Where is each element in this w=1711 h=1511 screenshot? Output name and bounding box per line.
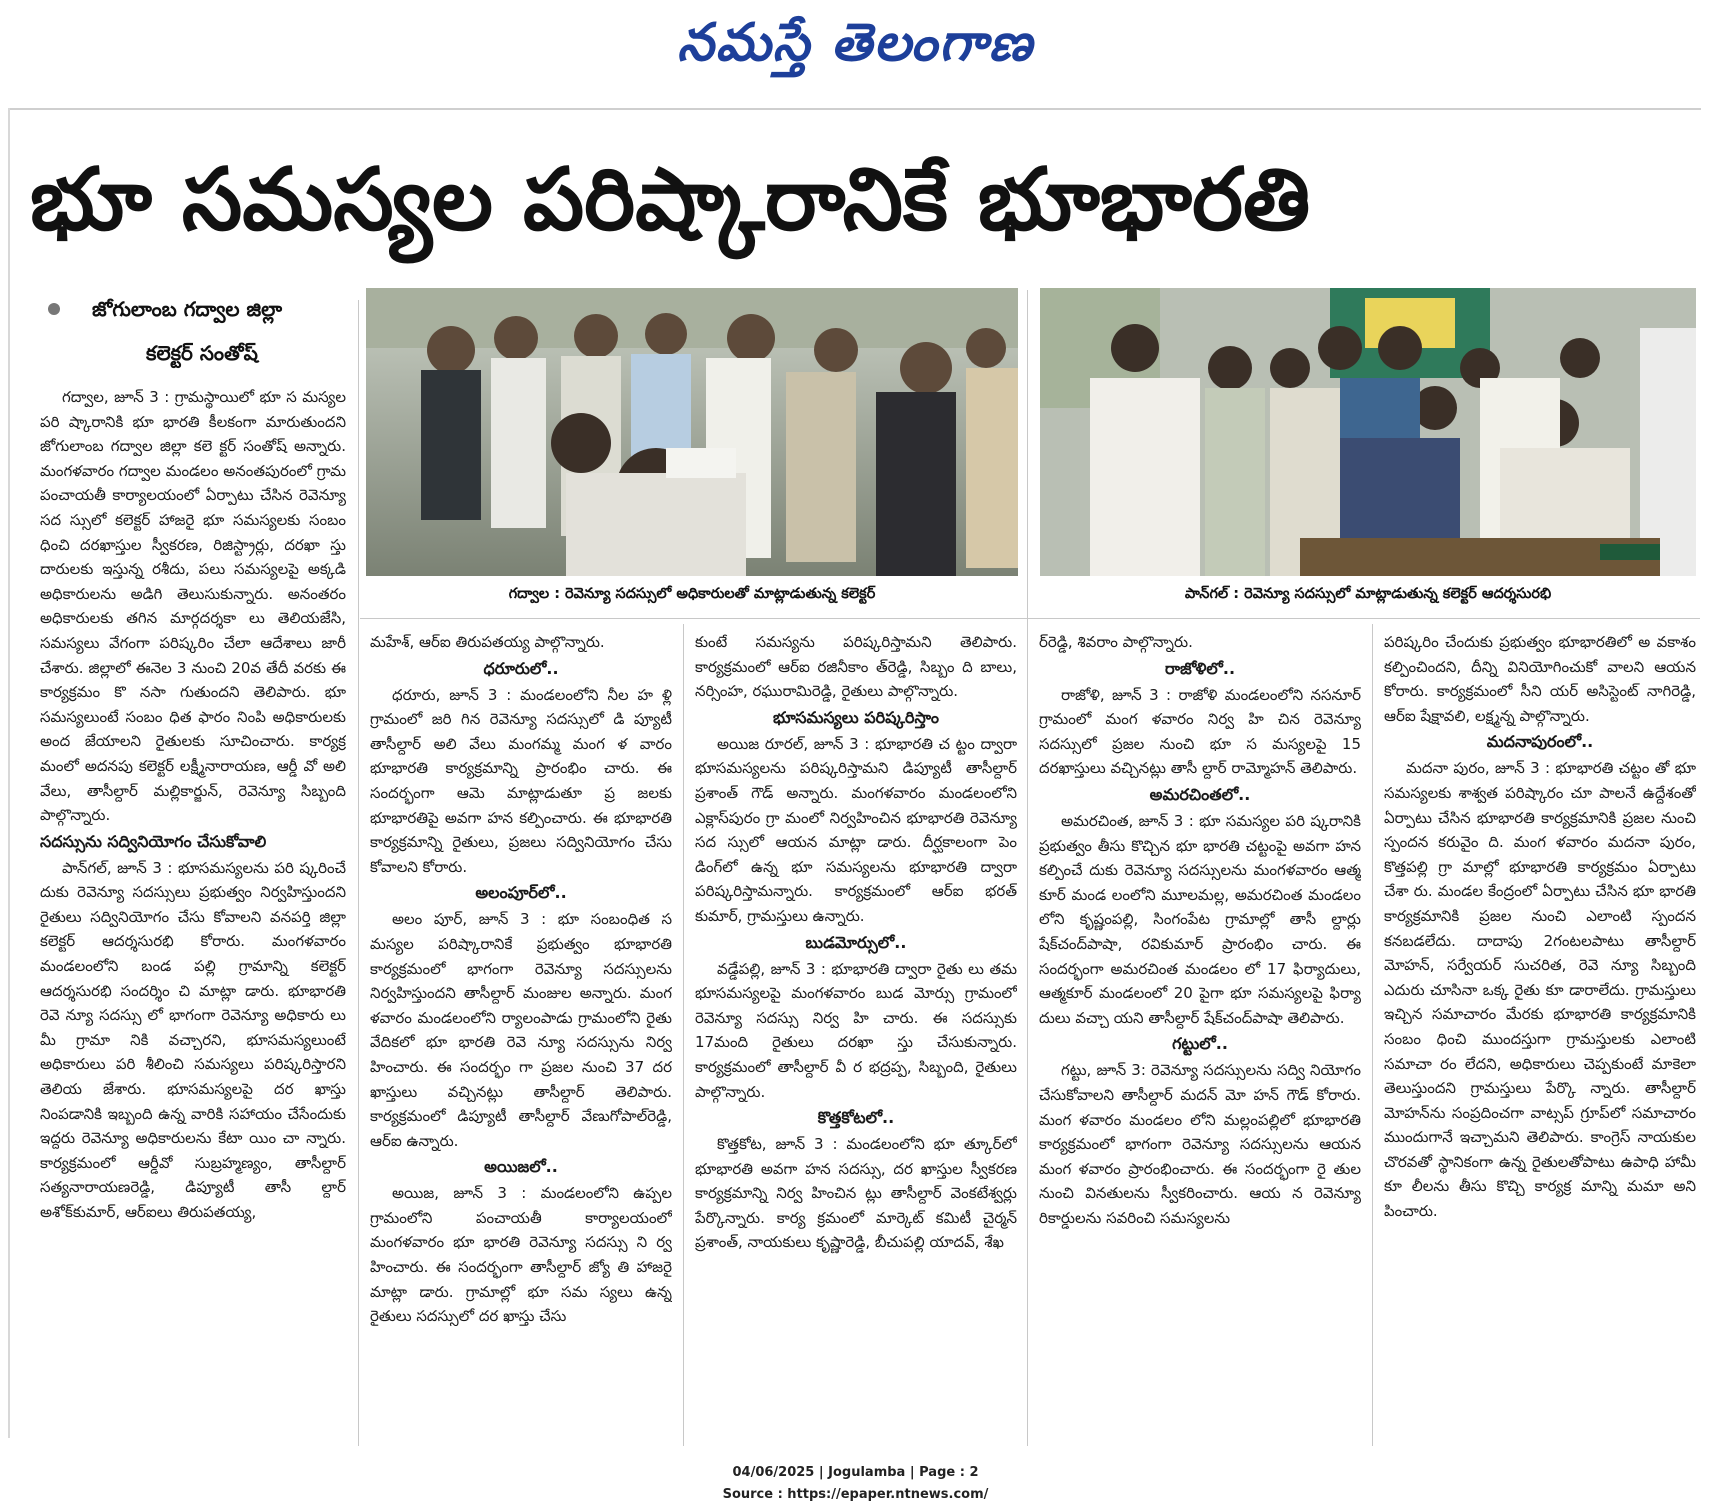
photo-gadwal-image bbox=[366, 288, 1018, 576]
column-4 bbox=[1039, 630, 1361, 1446]
top-divider bbox=[10, 108, 1701, 110]
subheading: భూసమస్యలు పరిష్కరిస్తాం bbox=[773, 707, 939, 727]
subheading: మదనాపురంలో.. bbox=[1486, 732, 1594, 752]
photo-gadwal bbox=[366, 288, 1018, 576]
article-paragraph: మహేశ్, ఆర్ఐ తిరుపతయ్య పాల్గొన్నారు. bbox=[370, 633, 605, 651]
article-paragraph: ధరూరు, జూన్ 3 : మండలంలోని నీల హ ళ్లి గ్రామంలో జరి గిన రెవెన్యూ సదస్సులో డి ప్యూటీ తాసీల్దార్ అలి వేలు మంగమ్మ మంగ ళ వారం భూభారతి కార్యక్రమాన్ని ప్రారంభిం చారు. ఈ సందర్భంగా ఆమె మాట్లాడుతూ ప్ర జలకు భూభారతిపై అవగా హన కల్పించారు. ఈ భూభారతి కార్యక్రమాన్ని రైతులు, ప్రజలు సద్వినియోగం చేసు కోవాలని కోరారు. bbox=[370, 685, 672, 876]
newspaper-logo: నమస్తే తెలంగాణ bbox=[677, 12, 1034, 73]
subheading: గట్టులో.. bbox=[1172, 1034, 1228, 1054]
article-paragraph: కుంటే సమస్యను పరిష్కరిస్తామని తెలిపారు. కార్యక్రమంలో ఆర్ఐ రజినీకాం త్‌రెడ్డి, సిబ్బం ది బాలు, నర్సింహ, రఘురామిరెడ్డి, రైతులు పాల్గొన్నారు. bbox=[695, 633, 1017, 701]
photo-pangal bbox=[1040, 288, 1696, 576]
article-paragraph: గట్టు, జూన్ 3: రెవెన్యూ సదస్సులను సద్వి నియోగం చేసుకోవాలని తాసీల్దార్ మదన్ మో హన్ గౌడ్ కోరారు. మంగ ళవారం మండలం లోని మల్లంపల్లిలో భూభారతి కార్యక్రమంలో భాగంగా రెవెన్యూ సదస్సులను ఆయన మంగ ళవారం ప్రారంభించారు. ఈ సందర్భంగా రై తుల నుంచి వినతులను స్వీకరించారు. ఆయ న రెవెన్యూ రికార్డులను సవరించి సమస్యలను bbox=[1039, 1061, 1361, 1227]
subheading: రాజోళిలో.. bbox=[1164, 658, 1236, 678]
subheading: బుడమోర్సులో.. bbox=[805, 932, 907, 952]
photo-pangal-caption: పాన్‌గల్ : రెవెన్యూ సదస్సులో మాట్లాడుతున్న కలెక్టర్ ఆదర్శసురభి bbox=[1184, 586, 1552, 602]
article-paragraph: వడ్డేపల్లి, జూన్ 3 : భూభారతి ద్వారా రైతు లు తమ భూసమస్యలపై మంగళవారం బుడ మోర్సు గ్రామంలో రెవెన్యూ సదస్సు నిర్వ హి చారు. ఈ సదస్సుకు 17మంది రైతులు దరఖా స్తు చేసుకున్నారు. కార్యక్రమంలో తాసీల్దార్ వీ ర భద్రప్ప, సిబ్బంది, రైతులు పాల్గొన్నారు. bbox=[695, 959, 1017, 1101]
subheading: ధరూరులో.. bbox=[483, 658, 559, 678]
article-paragraph: మదనా పురం, జూన్ 3 : భూభారతి చట్టం తో భూ సమస్యలకు శాశ్వత పరిష్కారం చూ పాలనే ఉద్దేశంతో ఏర్పాటు చేసిన భూభారతి కార్యక్రమానికి ప్రజల నుంచి స్పందన కరువైం ది. మంగ ళవారం మదనా పురం, కొత్తపల్లి గ్రా మాల్లో భూభారతి కార్యక్రమం ఏర్పాటు చేశా రు. మండల కేంద్రంలో ఏర్పాటు చేసిన భూ భారతి కార్యక్రమానికి ప్రజల నుంచి ఎలాంటి స్పందన కనబడలేదు. దాదాపు 2గంటలపాటు తాసీల్దార్ మోహన్, సర్వేయర్ సుచరిత, రెవె న్యూ సిబ్బంది ఎదురు చూసినా ఒక్క రైతు కూ డారాలేదు. గ్రామస్తులు ఇచ్చిన సమాచారం మేరకు భూభారతి కార్యక్రమానికి సంబం ధించి ముందస్తుగా గ్రామస్తులకు ఎలాంటి సమాచా రం లేదని, అధికారులు చెప్పకుంటే మాకెలా తెలుస్తుందని గ్రామస్తులు పేర్కొ న్నారు. తాసీల్దార్ మోహన్‌ను సంప్రదించగా వాట్సప్ గ్రూప్‌లో సమాచారం ముందుగానే ఇచ్చామని తెలిపారు. కాంగ్రెస్ నాయకుల చొరవతో స్థానికంగా ఉన్న రైతులతోపాటు ఉపాధి హామీ కూ లీలను తీసు కొచ్చి కార్యక్ర మాన్ని మమా అని పించారు. bbox=[1384, 759, 1696, 1221]
article-paragraph: గద్వాల, జూన్ 3 : గ్రామస్థాయిలో భూ స మస్యల పరి ష్కారానికి భూ భారతి కీలకంగా మారుతుందని జోగులాంబ గద్వాల జిల్లా కలె క్టర్ సంతోష్ అన్నారు. మంగళవారం గద్వాల మండలం అనంతపురంలో గ్రామ పంచాయతీ కార్యాలయంలో ఏర్పాటు చేసిన రెవెన్యూ సద స్సులో కలెక్టర్ హాజరై భూ సమస్యలకు సంబం ధించి దరఖాస్తుల స్వీకరణ, రిజిస్ట్రార్లు, దరఖా స్తు దారులకు ఇస్తున్న రశీదు, పలు సమస్యలపై అక్కడి అధికారులను అడిగి తెలుసుకున్నారు. అనంతరం అధికారులకు తగిన మార్గదర్శకా లు తెలియజేసి, సమస్యలు వేగంగా పరిష్కరిం చేలా ఆదేశాలు జారీ చేశారు. జిల్లాలో ఈనెల 3 నుంచి 20వ తేదీ వరకు ఈ కార్యక్రమం కొ నసా గుతుందని తెలిపారు. భూ సమస్యలుంటే సంబం ధిత ఫారం నింపి అధికారులకు అంద జేయాలని రైతులకు సూచించారు. కార్యక్ర మంలో అదనపు కలెక్టర్ లక్ష్మీనారాయణ, ఆర్డీ వో అలి వేలు, తాసీల్దార్ మల్లికార్జున్, రెవెన్యూ సిబ్బంది పాల్గొన్నారు. bbox=[40, 388, 346, 825]
article-paragraph: ర్‌రెడ్డి, శివరాం పాల్గొన్నారు. bbox=[1039, 633, 1193, 651]
page-footer bbox=[0, 1462, 1711, 1506]
subheading: సదస్సును సద్వినియోగం చేసుకోవాలి bbox=[40, 831, 267, 851]
article-paragraph: అలం పూర్, జూన్ 3 : భూ సంబంధిత స మస్యల పరిష్కారానికే ప్రభుత్వం భూభారతి కార్యక్రమంలో భాగంగా రెవెన్యూ సదస్సులను నిర్వహిస్తుందని తాసీల్దార్ మంజుల అన్నారు. మంగ ళవారం మండలంలోని ర్యాలంపాడు గ్రామంలోని రైతు వేదికలో భూ భారతి రెవె న్యూ సదస్సును నిర్వ హించారు. ఈ సందర్భం గా ప్రజల నుంచి 37 దర ఖాస్తులు వచ్చినట్లు తాసీల్దార్ తెలిపారు. కార్యక్రమంలో డిప్యూటీ తాసీల్దార్ వేణుగోపాల్‌రెడ్డి, ఆర్ఐ ఉన్నారు. bbox=[370, 910, 672, 1150]
article-paragraph: అయిజ, జూన్ 3 : మండలంలోని ఉప్పల గ్రామంలోని పంచాయతీ కార్యాలయంలో మంగళవారం భూ భారతి రెవెన్యూ సదస్సు ని ర్వ హించారు. ఈ సందర్భంగా తాసీల్దార్ జ్యో తి హాజరై మాట్లా డారు. గ్రామాల్లో భూ సమ స్యలు ఉన్న రైతులు సదస్సులో దర ఖాస్తు చేసు bbox=[370, 1184, 672, 1326]
bullet-icon bbox=[48, 303, 60, 315]
column-rule-4 bbox=[1372, 624, 1373, 1446]
article-paragraph: అమరచింత, జూన్ 3 : భూ సమస్యల పరి ష్కరానికి ప్రభుత్వం తీసు కొచ్చిన భూ భారతి చట్టంపై అవగా హన కల్పించే దుకు రెవెన్యూ సదస్సులను మంగళవారం ఆత్మ కూర్ మండ లంలోని మూలమల్ల, అమరచింత మండలం లోని కృష్ణంపల్లి, సింగంపేట గ్రామాల్లో తాసీ ల్దార్లు షేక్‌చంద్‌పాషా, రవికుమార్ ప్రారంభిం చారు. ఈ సందర్భంగా అమరచింత మండలం లో 17 ఫిర్యాదులు, ఆత్మకూర్ మండలంలో 20 పైగా భూ సమస్యలపై ఫిర్యా దులు వచ్చా యని తాసీల్దార్ షేక్‌చంద్‌పాషా తెలిపారు. bbox=[1039, 811, 1361, 1027]
photo-bottom-rule bbox=[360, 618, 1700, 619]
masthead bbox=[0, 0, 1711, 90]
subheading: అమరచింతలో.. bbox=[1149, 784, 1251, 804]
subheading: అయిజలో.. bbox=[484, 1157, 558, 1177]
article-paragraph: కొత్తకోట, జూన్ 3 : మండలంలోని భూ త్కూర్‌లో భూభారతి అవగా హన సదస్సు, దర ఖాస్తుల స్వీకరణ కార్యక్రమాన్ని నిర్వ హించిన ట్లు తాసీల్దార్ వెంకటేశ్వర్లు పేర్కొన్నారు. కార్య క్రమంలో మార్కెట్ కమిటీ చైర్మన్ ప్రశాంత్, నాయకులు కృష్ణారెడ్డి, బీచుపల్లి యాదవ్, శేఖ bbox=[695, 1135, 1017, 1252]
photo-pangal-image bbox=[1040, 288, 1696, 576]
headline: భూ సమస్యల పరిష్కారానికే భూభారతి bbox=[30, 150, 1311, 250]
byline bbox=[40, 292, 360, 382]
byline-collector: కలెక్టర్ సంతోష్ bbox=[146, 341, 258, 365]
photo-gadwal-caption: గద్వాల : రెవెన్యూ సదస్సులో అధికారులతో మాట్లాడుతున్న కలెక్టర్ bbox=[508, 586, 876, 602]
column-3 bbox=[695, 630, 1017, 1446]
article-paragraph: పరిష్కరిం చేందుకు ప్రభుత్వం భూభారతిలో అ వకాశం కల్పించిందని, దీన్ని వినియోగించుకో వాలని ఆయన కోరారు. కార్యక్రమంలో సీని యర్ అసిస్టెంట్ నాగిరెడ్డి, ఆర్ఐ షేక్షావలి, లక్ష్మన్న పాల్గొన్నారు. bbox=[1384, 633, 1696, 725]
footer-date-edition: 04/06/2025 | Jogulamba | Page : 2 bbox=[732, 1465, 979, 1480]
column-rule-1 bbox=[358, 300, 359, 1446]
article-paragraph: రాజోళి, జూన్ 3 : రాజోళి మండలంలోని నసనూర్ గ్రామంలో మంగ ళవారం నిర్వ హి చిన రెవెన్యూ సదస్సులో ప్రజల నుంచి భూ స మస్యలపై 15 దరఖాస్తులు వచ్చినట్లు తాసీ ల్దార్ రామ్మోహన్ తెలిపారు. bbox=[1039, 685, 1361, 778]
left-border bbox=[8, 108, 10, 1438]
column-rule-2 bbox=[683, 624, 684, 1446]
column-1 bbox=[40, 385, 346, 1445]
subheading: కొత్తకోటలో.. bbox=[817, 1108, 895, 1128]
column-5 bbox=[1384, 630, 1696, 1446]
column-rule-3 bbox=[1027, 290, 1028, 1446]
subheading: అలంపూర్‌లో.. bbox=[475, 883, 567, 903]
article-paragraph: పాన్‌గల్, జూన్ 3 : భూసమస్యలను పరి ష్కరించే దుకు రెవెన్యూ సదస్సులు ప్రభుత్వం నిర్వహిస్తుందని రైతులు సద్వినియోగం చేసు కోవాలని వనపర్తి జిల్లా కలెక్టర్ ఆదర్శసురభి కోరారు. మంగళవారం మండలంలోని బండ పల్లి గ్రామాన్ని కలెక్టర్ ఆదర్శసురభి సందర్శిం చి మాట్లా డారు. భూభారతి రెవె న్యూ సదస్సు లో భాగంగా రెవెన్యూ అధికారు లు మీ గ్రామా నికి వచ్చారని, భూసమస్యలుంటే అధికారులు పరి శీలించి సమస్యలు పరిష్కరిస్తారని తెలియ జేశారు. భూసమస్యలపై దర ఖాస్తు నింపడానికి ఇబ్బంది ఉన్న వారికి సహాయం చేసేందుకు ఇద్దరు రెవెన్యూ అధికారులను కేటా యిం చా న్నారు. కార్యక్రమంలో ఆర్డీవో సుబ్రహ్మణ్యం, తాసీల్దార్ సత్యనారాయణరెడ్డి, డిప్యూటీ తాసీ ల్దార్ అశోక్‌కుమార్, ఆర్‌ఐలు తిరుపతయ్య, bbox=[40, 858, 346, 1221]
footer-source: Source : https://epaper.ntnews.com/ bbox=[722, 1487, 989, 1502]
column-2 bbox=[370, 630, 672, 1446]
article-paragraph: అయిజ రూరల్, జూన్ 3 : భూభారతి చ ట్టం ద్వారా భూసమస్యలను పరిష్కరిస్తామని డిప్యూటీ తాసీల్దార్ ప్రశాంత్ గౌడ్ అన్నారు. మంగళవారం మండలంలోని ఎక్లాస్‌పురం గ్రా మంలో నిర్వహించిన భూభారతి రెవెన్యూ సద స్సులో ఆయన మాట్లా డారు. దీర్ఘకాలంగా పెం డింగ్‌లో ఉన్న భూ సమస్యలను భూభారతి ద్వారా పరిష్కరిస్తామన్నారు. కార్యక్రమంలో ఆర్ఐ భరత్ కుమార్, గ్రామస్తులు ఉన్నారు. bbox=[695, 734, 1017, 925]
byline-district: జోగులాంబ గద్వాల జిల్లా bbox=[92, 297, 283, 321]
